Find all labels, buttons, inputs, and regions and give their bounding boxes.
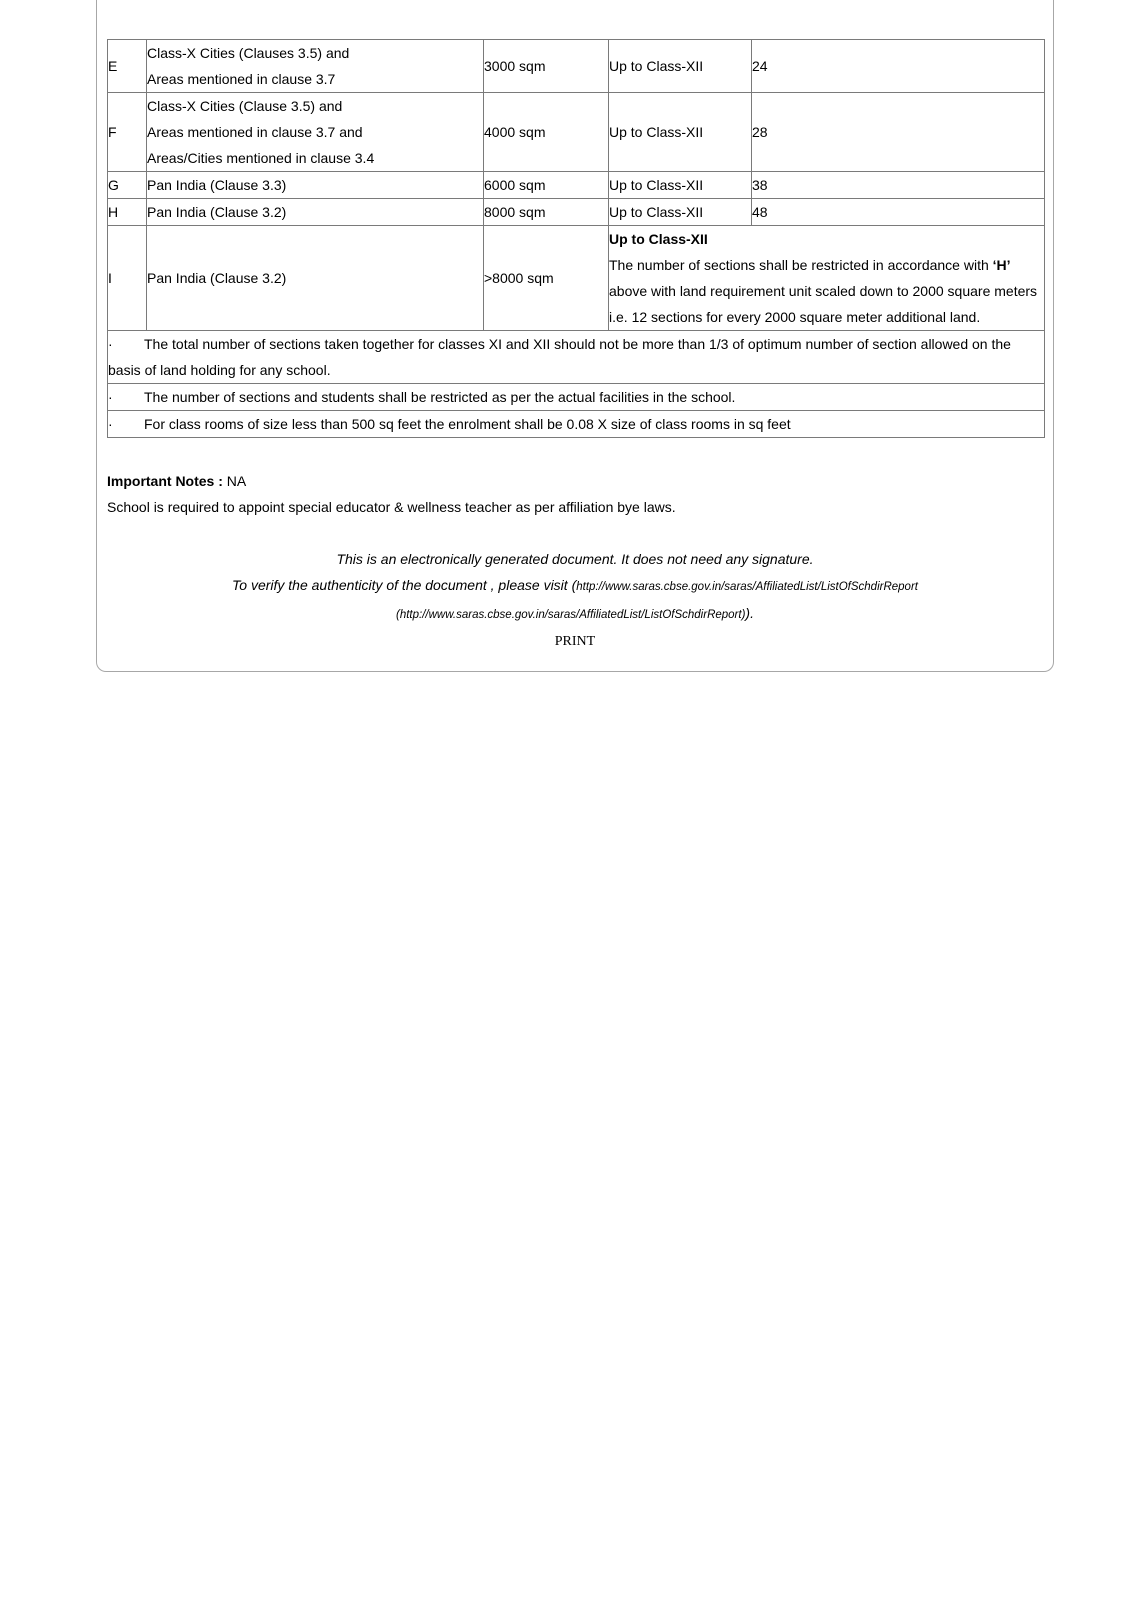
classes-cell: Up to Class-XII — [609, 172, 752, 199]
area-line: Areas mentioned in clause 3.7 and — [147, 124, 363, 140]
area-cell: Pan India (Clause 3.3) — [147, 172, 484, 199]
table-row — [108, 93, 1045, 172]
category-cell: H — [108, 199, 147, 226]
print-button[interactable]: PRINT — [554, 634, 596, 649]
category-cell: F — [108, 93, 147, 172]
category-cell: E — [108, 40, 147, 93]
sections-cell: 24 — [752, 40, 1045, 93]
land-cell: 8000 sqm — [484, 199, 609, 226]
land-cell: >8000 sqm — [484, 226, 609, 331]
bullet-mark: · — [108, 389, 113, 405]
table-row — [108, 40, 1045, 93]
verify-link[interactable]: http://www.saras.cbse.gov.in/saras/AffiliatedList/ListOfSchdirReport — [576, 581, 918, 593]
land-cell: 3000 sqm — [484, 40, 609, 93]
area-line: Areas mentioned in clause 3.7 — [147, 71, 336, 87]
area-cell — [147, 40, 484, 93]
table-row — [108, 172, 1045, 199]
classes-heading: Up to Class-XII — [609, 231, 708, 247]
important-detail: School is required to appoint special educator & wellness teacher as per affiliation bye laws. — [107, 499, 676, 515]
detail-emphasis: ‘H’ — [992, 257, 1011, 273]
bullet-mark: · — [108, 336, 113, 352]
note-text: The total number of sections taken together for classes XI and XII should not be more than 1/3 of optimum number of section allowed on the — [144, 336, 1011, 352]
classes-cell: Up to Class-XII — [609, 93, 752, 172]
important-value: NA — [222, 473, 247, 489]
classes-cell: Up to Class-XII — [609, 40, 752, 93]
land-cell: 6000 sqm — [484, 172, 609, 199]
important-label: Important Notes : — [107, 473, 223, 489]
verify-suffix: ). — [745, 605, 754, 621]
signature-notice: This is an electronically generated document. It does not need any signature. — [336, 551, 814, 567]
classes-cell: Up to Class-XII — [609, 199, 752, 226]
area-cell: Pan India (Clause 3.2) — [147, 226, 484, 331]
note-cell — [108, 411, 1045, 438]
note-cell — [108, 331, 1045, 384]
note-row — [108, 384, 1045, 411]
bullet-mark: · — [108, 416, 113, 432]
category-cell: G — [108, 172, 147, 199]
table-row — [108, 199, 1045, 226]
area-cell: Pan India (Clause 3.2) — [147, 199, 484, 226]
note-cell — [108, 384, 1045, 411]
land-requirement-table — [107, 39, 1045, 438]
area-line: Class-X Cities (Clause 3.5) and — [147, 98, 343, 114]
note-row — [108, 331, 1045, 384]
note-continuation: basis of land holding for any school. — [108, 362, 331, 378]
verify-text: To verify the authenticity of the document , please visit ( — [232, 577, 577, 593]
detail-line: i.e. 12 sections for every 2000 square meter additional land. — [609, 309, 981, 325]
important-notes — [107, 468, 676, 520]
note-row — [108, 411, 1045, 438]
area-line: Class-X Cities (Clauses 3.5) and — [147, 45, 350, 61]
area-line: Areas/Cities mentioned in clause 3.4 — [147, 150, 375, 166]
detail-text: The number of sections shall be restricted in accordance with — [609, 257, 993, 273]
category-cell: I — [108, 226, 147, 331]
verify-link-url[interactable]: (http://www.saras.cbse.gov.in/saras/AffiliatedList/ListOfSchdirReport) — [396, 609, 746, 621]
verification-footer — [96, 546, 1054, 628]
table-row — [108, 226, 1045, 331]
detail-line — [609, 252, 1044, 278]
sections-cell: 38 — [752, 172, 1045, 199]
important-line — [107, 468, 676, 494]
verify-line-2 — [96, 600, 1054, 628]
classes-detail-cell — [609, 226, 1045, 331]
note-text: The number of sections and students shall be restricted as per the actual facilities in the school. — [144, 389, 736, 405]
land-cell: 4000 sqm — [484, 93, 609, 172]
verify-line — [96, 572, 1054, 600]
note-text: For class rooms of size less than 500 sq feet the enrolment shall be 0.08 X size of class rooms in sq feet — [144, 416, 791, 432]
detail-line: above with land requirement unit scaled down to 2000 square meters — [609, 283, 1038, 299]
area-cell — [147, 93, 484, 172]
sections-cell: 28 — [752, 93, 1045, 172]
sections-cell: 48 — [752, 199, 1045, 226]
